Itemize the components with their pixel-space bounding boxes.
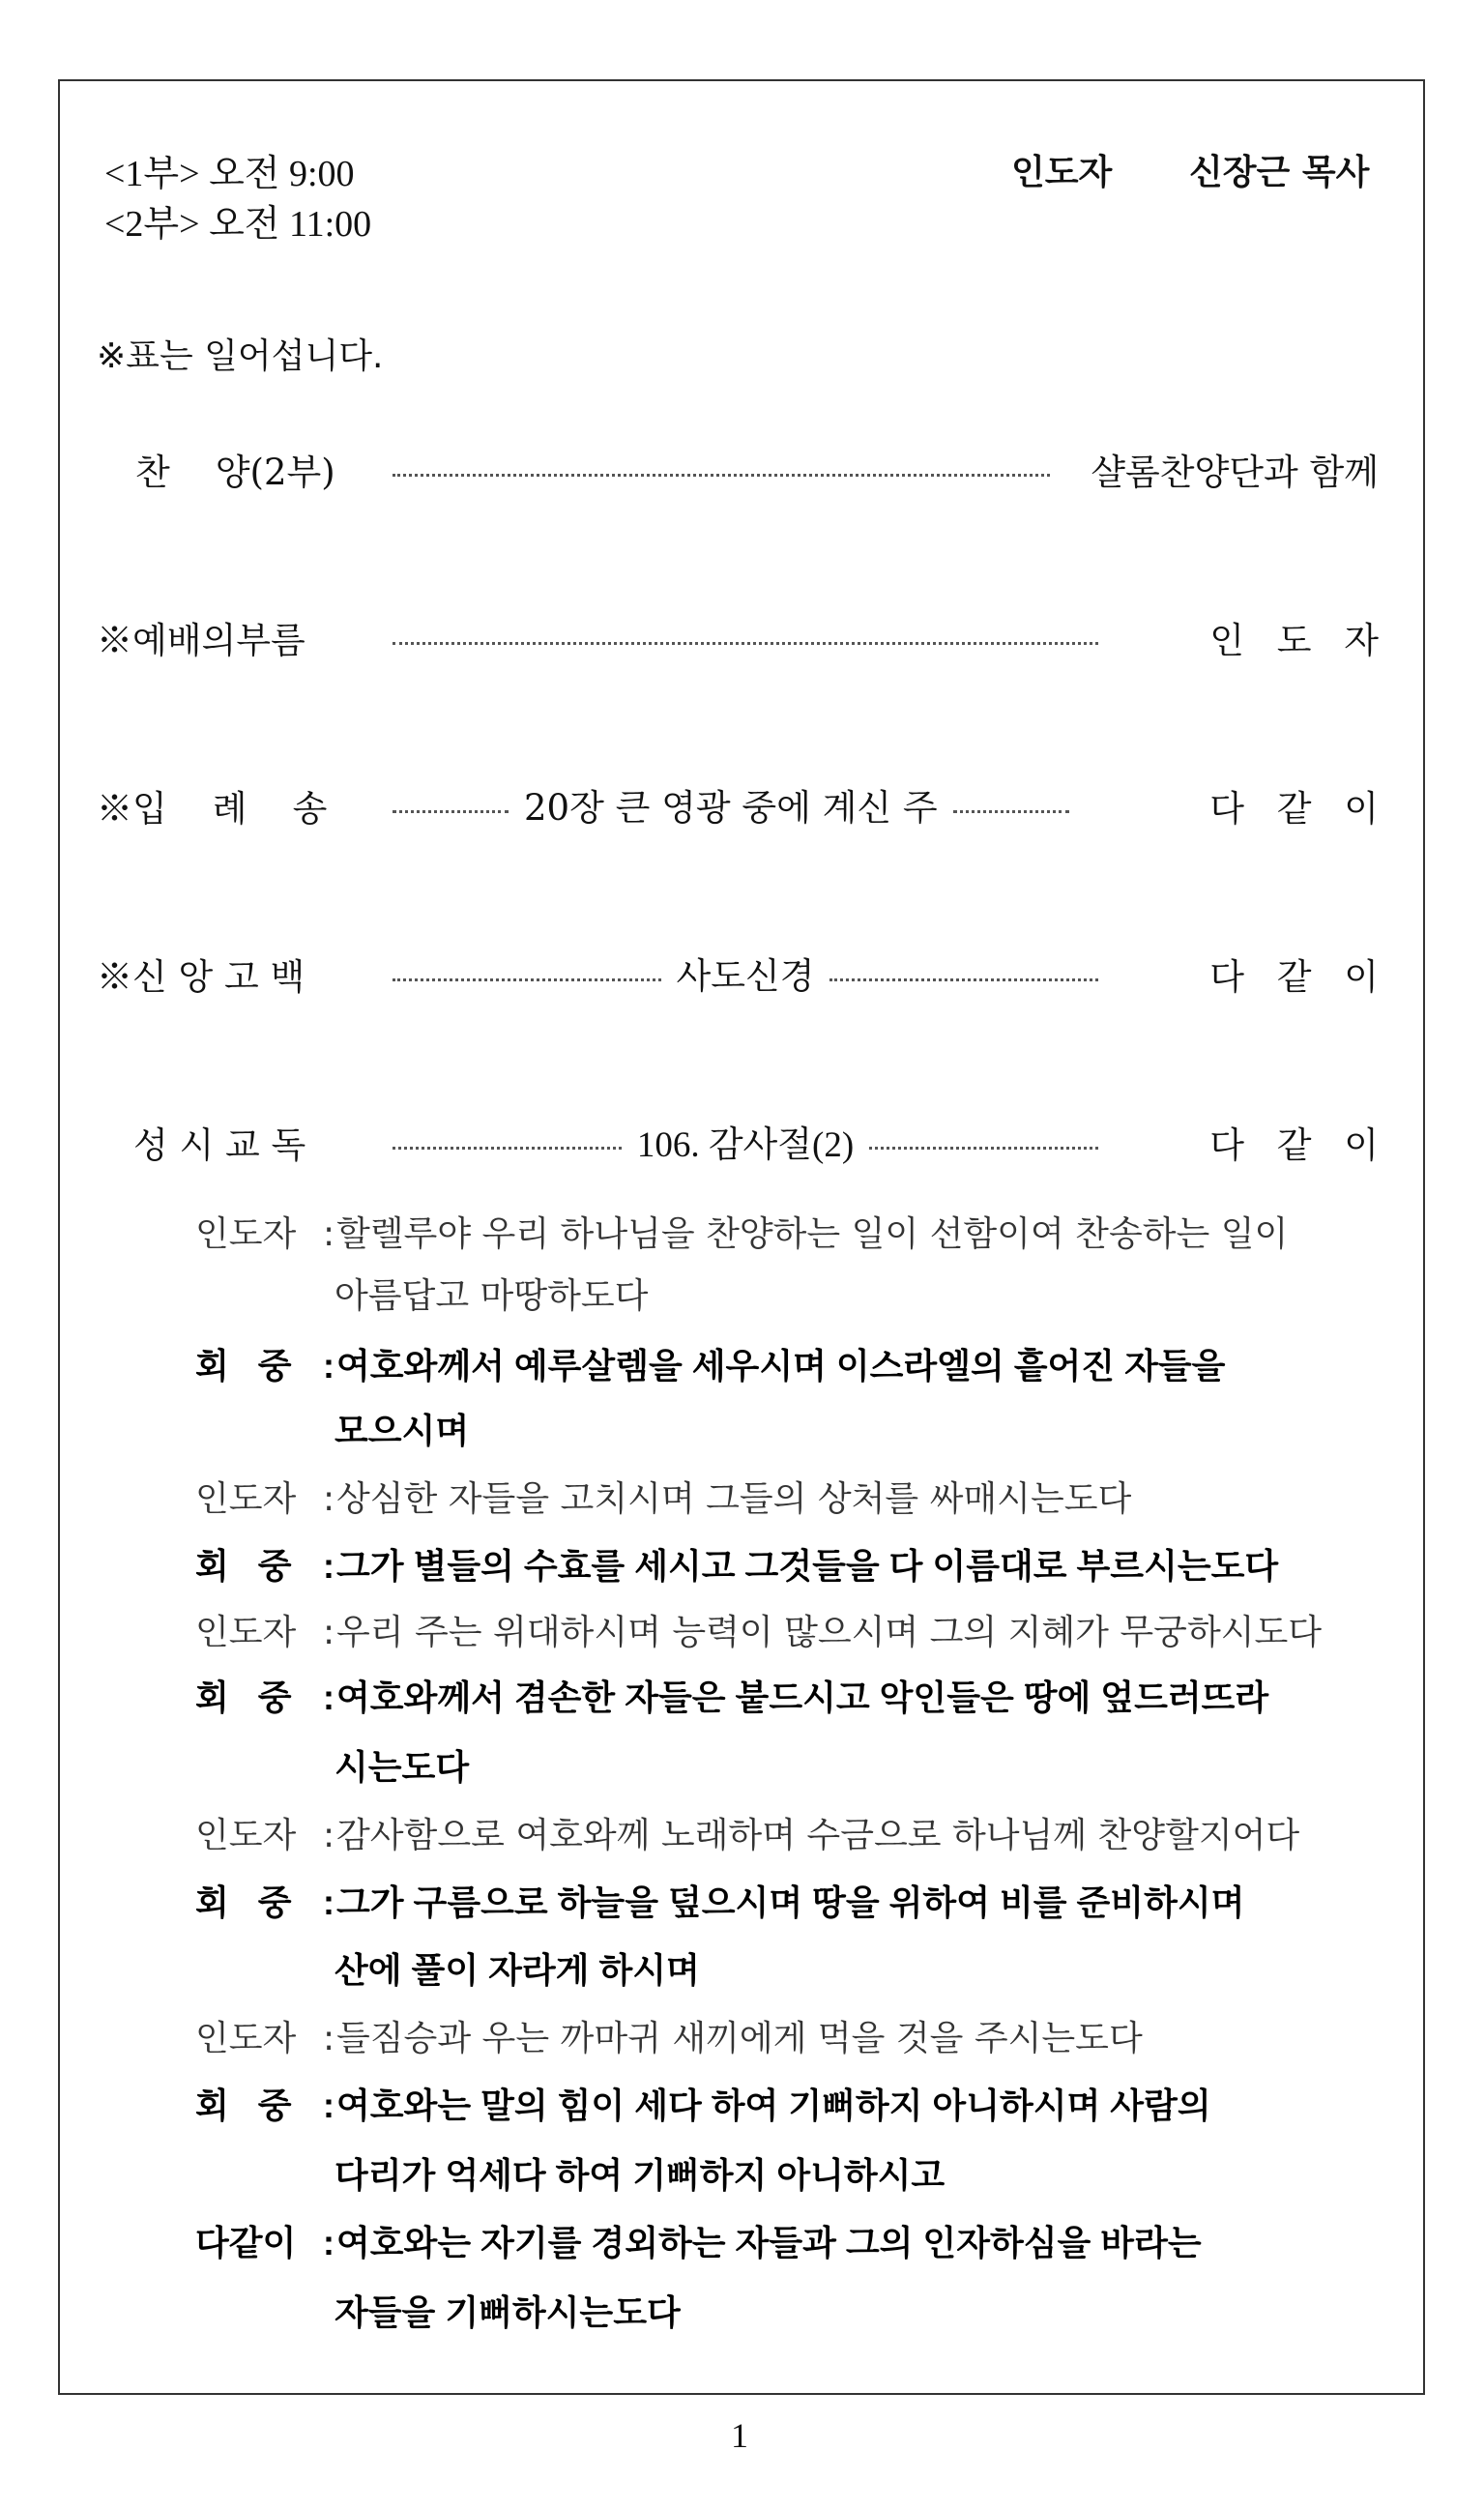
- reading-line: 회 중 :그가 구름으로 하늘을 덮으시며 땅을 위하여 비를 준비하시며: [195, 1882, 1245, 1922]
- leader-label: 인도자: [1011, 153, 1113, 192]
- page-number: 1: [731, 2416, 748, 2455]
- order-label: ※예배의부름: [97, 620, 306, 661]
- order-row-call: [97, 611, 1379, 661]
- reading-line: 인도자 :상심한 자들을 고치시며 그들의 상처를 싸매시는도다: [195, 1479, 1132, 1519]
- order-right: 다 같 이: [1209, 1124, 1379, 1166]
- reading-line: 회 중 :그가 별들의 수효를 세시고 그것들을 다 이름대로 부르시는도다: [195, 1546, 1279, 1586]
- order-right: 다 같 이: [1209, 788, 1379, 830]
- reading-line: 인도자 :할렐루야 우리 하나님을 찬양하는 일이 선함이여 찬송하는 일이: [195, 1214, 1289, 1254]
- order-right: 인 도 자: [1209, 620, 1379, 661]
- order-label: ※신 앙 고 백: [97, 956, 306, 998]
- service-time-2: <2부> 오전 11:00: [104, 204, 372, 245]
- reading-title: 106. 감사절(2): [636, 1125, 855, 1165]
- leader-name: 신장근 목사: [1189, 153, 1370, 192]
- reading-line-cont: 모으시며: [335, 1411, 470, 1450]
- reading-line: 인도자 :감사함으로 여호와께 노래하며 수금으로 하나님께 찬양할지어다: [195, 1816, 1300, 1855]
- reading-line-cont: 자들을 기뻐하시는도다: [335, 2292, 681, 2332]
- reading-line: 회 중 :여호와께서 예루살렘을 세우시며 이스라엘의 흩어진 자들을: [195, 1346, 1226, 1386]
- reading-line-cont: 아름답고 마땅하도다: [335, 1276, 649, 1316]
- service-time-1: <1부> 오전 9:00: [104, 154, 355, 194]
- order-label: 성 시 교 독: [133, 1124, 306, 1166]
- order-row-entrance-hymn: [97, 779, 1379, 830]
- reading-line: 다같이 :여호와는 자기를 경외하는 자들과 그의 인자하심을 바라는: [195, 2223, 1202, 2262]
- order-right: 샬롬찬양단과 함께: [1091, 452, 1379, 493]
- reading-line: 회 중 :여호와는 말의 힘이 세다 하여 기뻐하지 아니하시며 사람의: [195, 2086, 1211, 2125]
- order-row-praise: [97, 443, 1379, 493]
- order-right: 다 같 이: [1209, 956, 1379, 998]
- order-row-reading: [97, 1116, 1379, 1166]
- order-label: 찬 양(2부): [135, 452, 335, 493]
- reading-line: 인도자 :들짐승과 우는 까마귀 새끼에게 먹을 것을 주시는도다: [195, 2019, 1143, 2058]
- order-middle: [393, 779, 1098, 830]
- order-row-creed: [97, 948, 1379, 998]
- order-leader-dots: [393, 443, 1050, 493]
- reading-line-cont: 다리가 억세다 하여 기뻐하지 아니하시고: [335, 2155, 946, 2195]
- reading-line-cont: 시는도다: [335, 1747, 470, 1787]
- reading-line: 인도자 :우리 주는 위대하시며 능력이 많으시며 그의 지혜가 무궁하시도다: [195, 1613, 1323, 1652]
- reading-line-cont: 산에 풀이 자라게 하시며: [335, 1950, 700, 1990]
- order-middle: [393, 948, 1098, 998]
- standing-note: ※표는 일어섭니다.: [97, 336, 384, 376]
- order-leader-dots: [393, 611, 1098, 661]
- reading-line: 회 중 :여호와께서 겸손한 자들은 붙드시고 악인들은 땅에 엎드러뜨라: [195, 1678, 1269, 1717]
- order-middle: [393, 1116, 1098, 1166]
- creed-title: 사도신경: [676, 955, 815, 997]
- order-label: ※입 례 송: [97, 788, 328, 830]
- hymn-title: 20장 큰 영광 중에 계신 주: [524, 787, 938, 829]
